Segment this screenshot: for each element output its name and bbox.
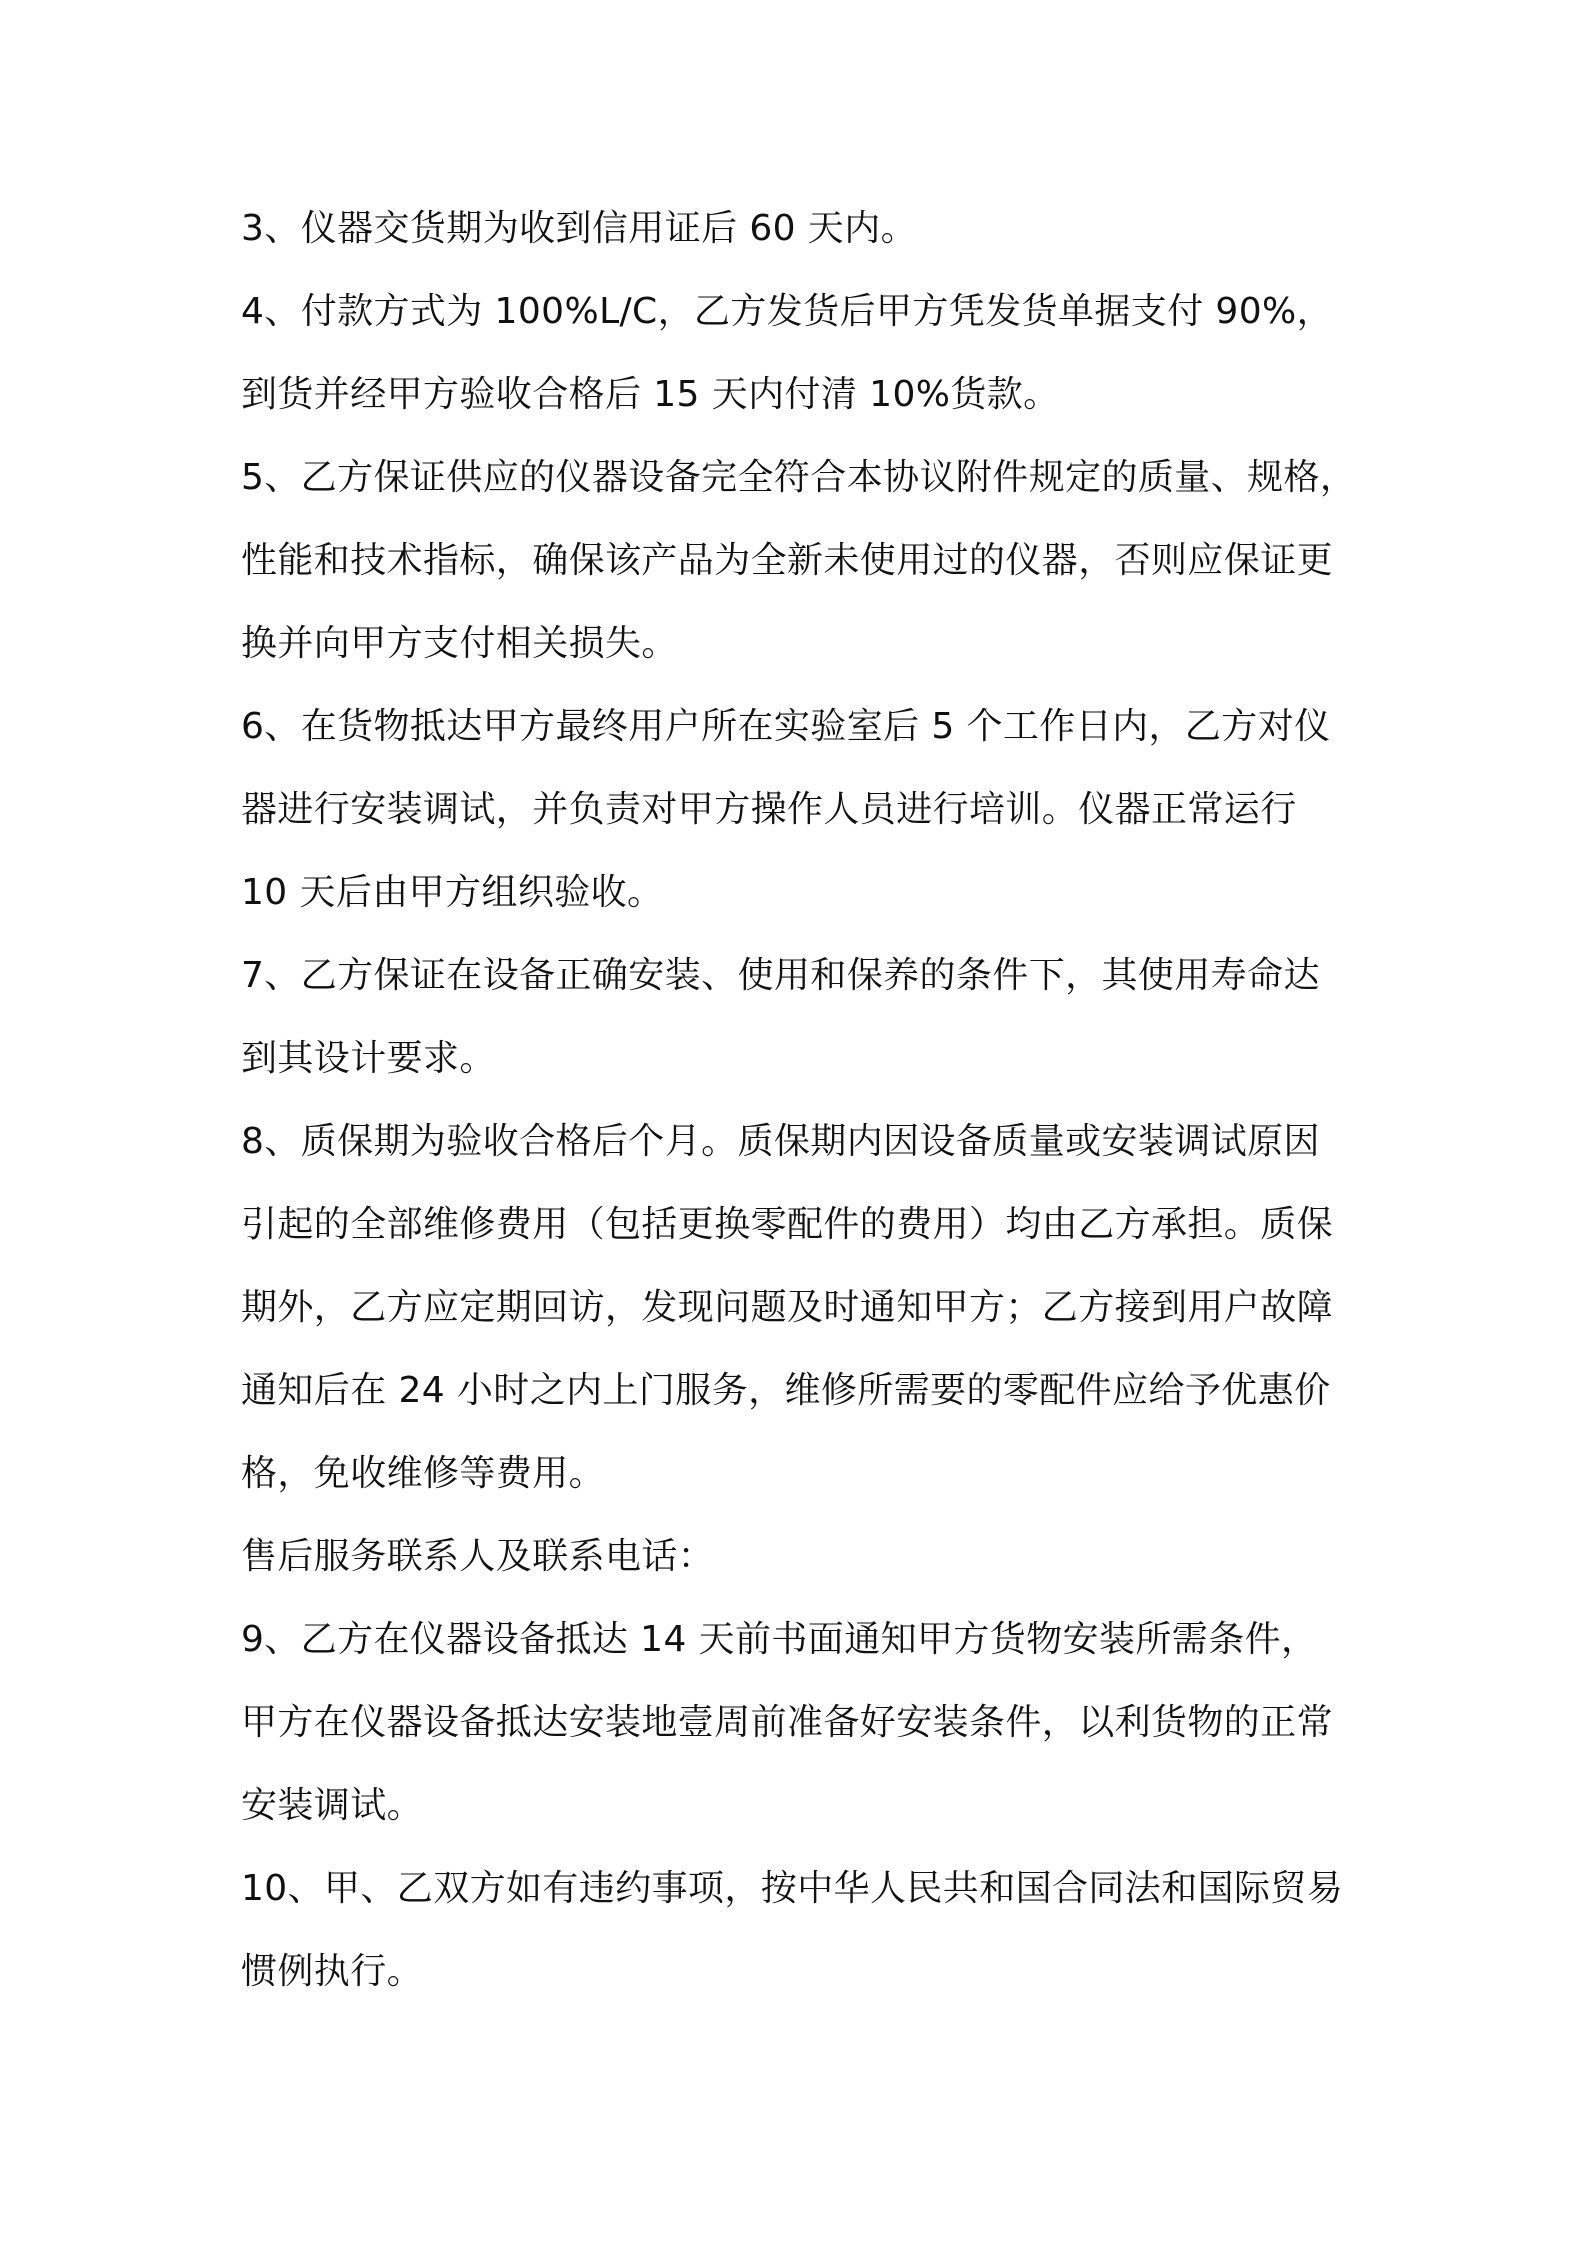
clause-10-line-1: 10、甲、乙双方如有违约事项，按中华人民共和国合同法和国际贸易 [241, 1868, 1344, 1909]
document-body [241, 200, 1381, 2026]
clause-6-line-1: 6、在货物抵达甲方最终用户所在实验室后 5 个工作日内，乙方对仪 [241, 706, 1331, 747]
clause-8-line-5: 格，免收维修等费用。 [241, 1453, 606, 1494]
clause-4-line-2: 到货并经甲方验收合格后 15 天内付清 10%货款。 [241, 374, 1060, 415]
clause-6-line-2: 器进行安装调试，并负责对甲方操作人员进行培训。仪器正常运行 [241, 789, 1297, 830]
clause-6-line-3: 10 天后由甲方组织验收。 [241, 872, 664, 913]
clause-10-line-2: 惯例执行。 [241, 1951, 424, 1992]
after-sales-contact-line: 售后服务联系人及联系电话： [241, 1536, 715, 1577]
clause-9-line-3: 安装调试。 [241, 1785, 424, 1826]
clause-5-line-3: 换并向甲方支付相关损失。 [241, 623, 678, 664]
clause-7-line-1: 7、乙方保证在设备正确安装、使用和保养的条件下，其使用寿命达 [241, 955, 1320, 996]
clause-8-line-4: 通知后在 24 小时之内上门服务，维修所需要的零配件应给予优惠价 [241, 1370, 1331, 1411]
clause-9-line-2: 甲方在仪器设备抵达安装地壹周前准备好安装条件，以利货物的正常 [241, 1702, 1334, 1743]
clause-8-line-2: 引起的全部维修费用（包括更换零配件的费用）均由乙方承担。质保 [241, 1204, 1334, 1245]
clause-7-line-2: 到其设计要求。 [241, 1038, 496, 1079]
clause-3-line-1: 3、仪器交货期为收到信用证后 60 天内。 [241, 208, 917, 249]
clause-5-line-1: 5、乙方保证供应的仪器设备完全符合本协议附件规定的质量、规格， [241, 457, 1357, 498]
clause-4-line-1: 4、付款方式为 100%L/C，乙方发货后甲方凭发货单据支付 90%， [241, 291, 1334, 332]
clause-8-line-3: 期外，乙方应定期回访，发现问题及时通知甲方；乙方接到用户故障 [241, 1287, 1334, 1328]
clause-9-line-1: 9、乙方在仪器设备抵达 14 天前书面通知甲方货物安装所需条件， [241, 1619, 1318, 1660]
clause-5-line-2: 性能和技术指标，确保该产品为全新未使用过的仪器，否则应保证更 [241, 540, 1334, 581]
clause-8-line-1: 8、质保期为验收合格后个月。质保期内因设备质量或安装调试原因 [241, 1121, 1320, 1162]
